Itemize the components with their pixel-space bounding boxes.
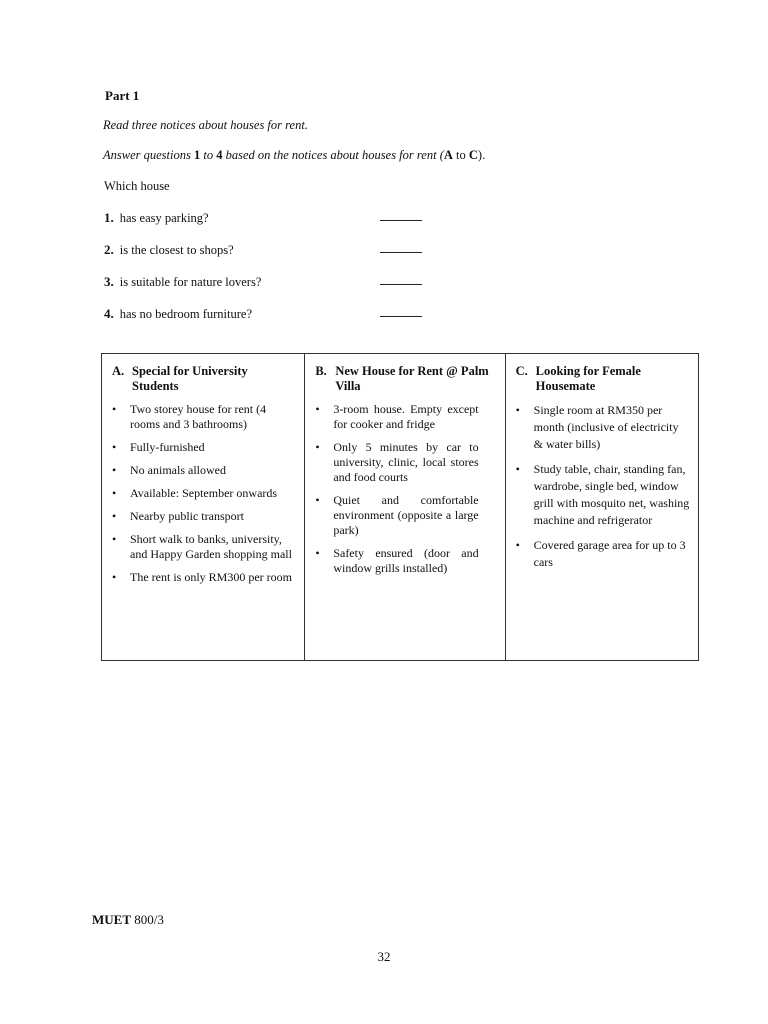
notice-heading: A. Special for University Students: [112, 364, 248, 393]
which-house-prompt: Which house: [104, 179, 170, 193]
list-item: • Available: September onwards: [112, 486, 278, 500]
question-text: has no bedroom furniture?: [119, 307, 253, 321]
question-text: has easy parking?: [119, 211, 209, 225]
notice-list: [516, 402, 690, 571]
question-4: [104, 306, 424, 324]
question-text: is the closest to shops?: [119, 243, 234, 257]
notice-heading: C. Looking for Female Housemate: [515, 364, 641, 393]
question-number: 3.: [104, 274, 114, 289]
answer-blank[interactable]: [380, 282, 422, 285]
list-item: • Short walk to banks, university, and Happy Garden shopping mall: [112, 532, 292, 561]
notice-a: [102, 354, 304, 660]
list-item: • Single room at RM350 per month (inclusive of electricity & water bills): [515, 403, 679, 451]
answer-blank[interactable]: [380, 218, 422, 221]
list-item: • The rent is only RM300 per room: [112, 570, 292, 584]
question-3: [104, 274, 424, 292]
list-item: • Safety ensured (door and window grills installed): [315, 546, 479, 575]
question-number: 2.: [104, 242, 114, 257]
notice-list: [112, 402, 296, 585]
instruction-read: Read three notices about houses for rent.: [103, 118, 308, 132]
list-item: • Covered garage area for up to 3 cars: [515, 538, 686, 569]
notice-heading: B. New House for Rent @ Palm Villa: [315, 364, 489, 393]
answer-blank[interactable]: [380, 314, 422, 317]
question-2: [104, 242, 424, 260]
answer-blank[interactable]: [380, 250, 422, 253]
question-text: is suitable for nature lovers?: [119, 275, 262, 289]
instruction-answer: Answer questions 1 to 4 based on the notices about houses for rent (A to C).: [103, 148, 486, 162]
page-number: 32: [377, 949, 391, 964]
list-item: • Fully-furnished: [112, 440, 205, 454]
notice-list: [315, 402, 496, 576]
notice-b: [304, 354, 504, 660]
list-item: • Nearby public transport: [112, 509, 244, 523]
list-item: • 3-room house. Empty except for cooker and fridge: [315, 402, 479, 431]
part-title: Part 1: [105, 88, 140, 103]
list-item: • Study table, chair, standing fan, wardrobe, single bed, window grill with mosquito net, washing machine and refrigerator: [515, 462, 690, 527]
notices-table: [101, 353, 699, 661]
list-item: • Only 5 minutes by car to university, clinic, local stores and food courts: [315, 440, 479, 484]
list-item: • Two storey house for rent (4 rooms and 3 bathrooms): [112, 402, 267, 431]
question-number: 4.: [104, 306, 114, 321]
list-item: • No animals allowed: [112, 463, 226, 477]
question-number: 1.: [104, 210, 114, 225]
question-1: [104, 210, 424, 228]
list-item: • Quiet and comfortable environment (opposite a large park): [315, 493, 479, 537]
notice-c: [505, 354, 698, 660]
exam-code: MUET 800/3: [92, 912, 164, 927]
